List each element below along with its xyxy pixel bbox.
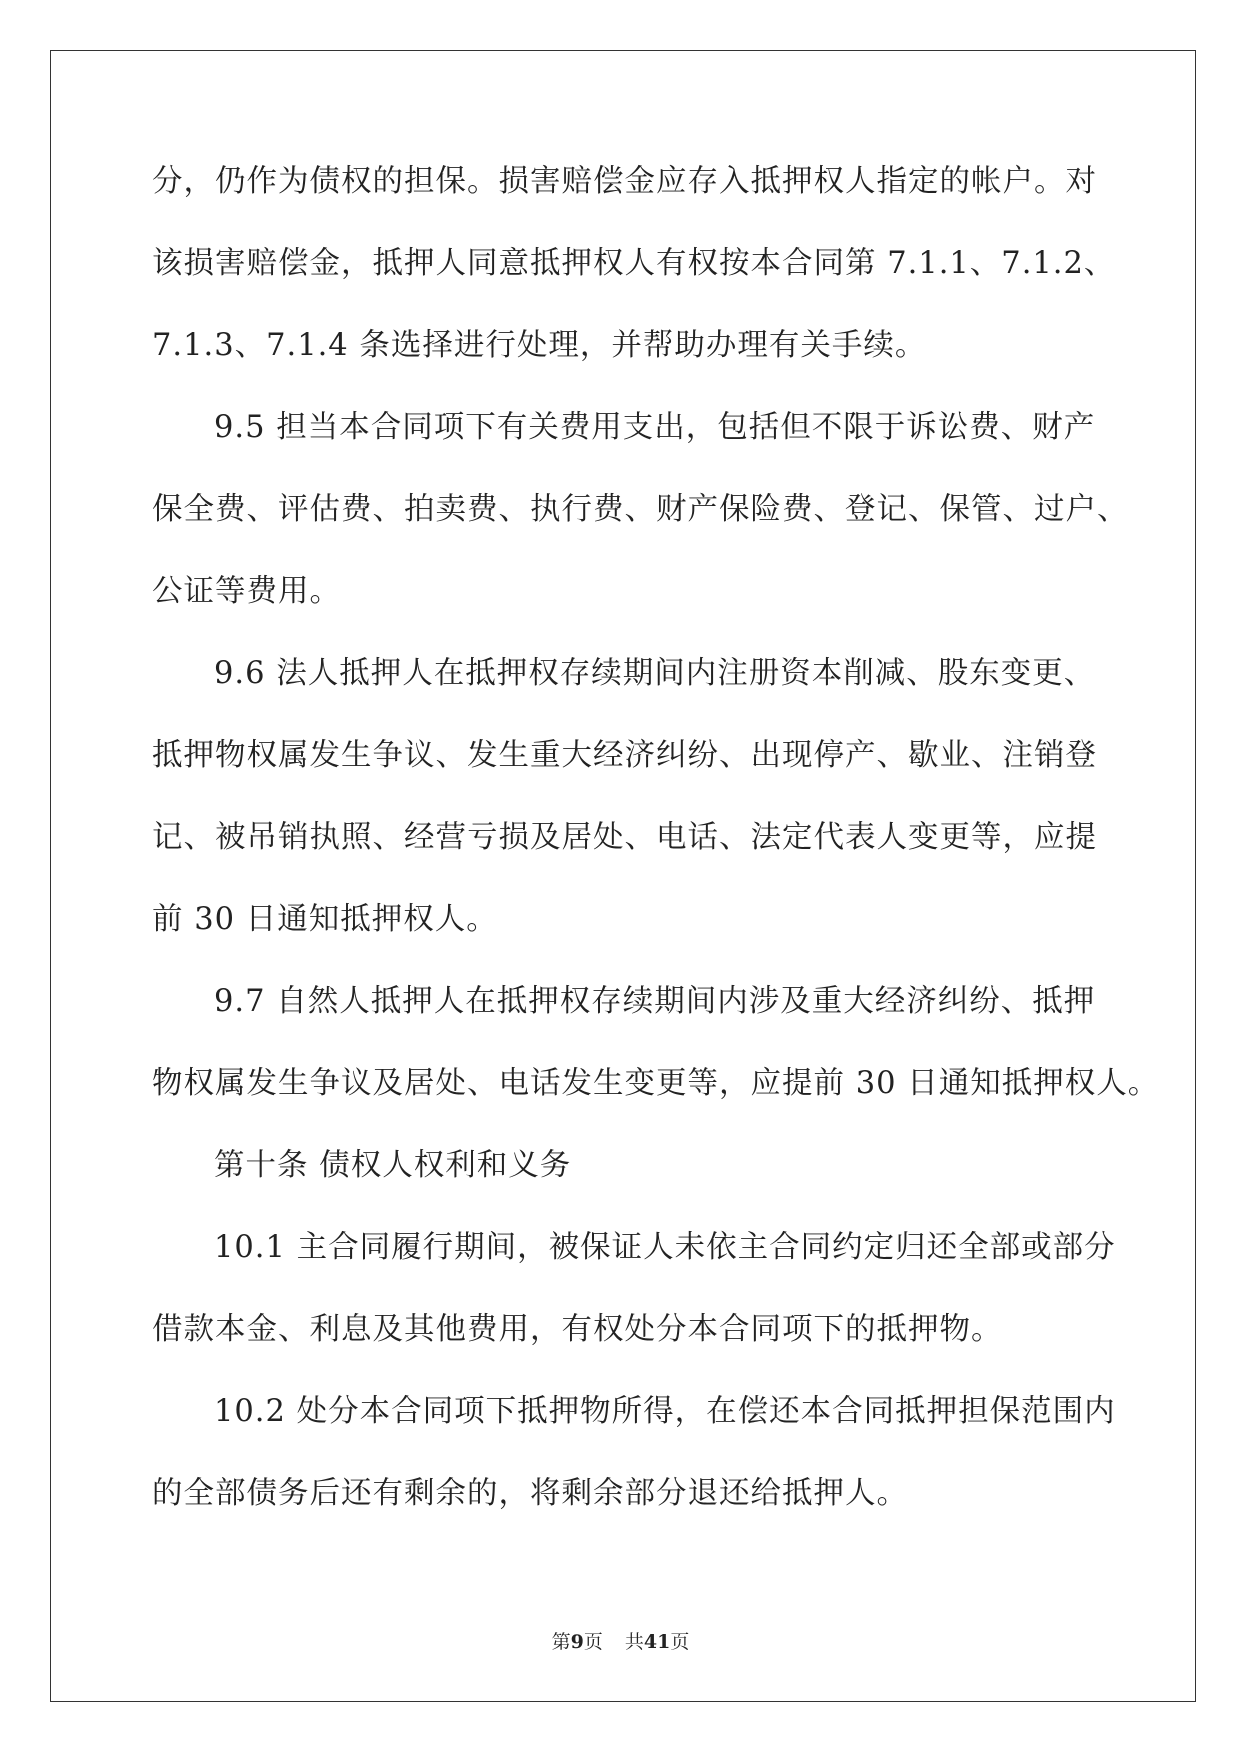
total-pages: 41 (643, 1631, 671, 1653)
clause-9-5-start: 9.5 担当本合同项下有关费用支出，包括但不限于诉讼费、财产 (214, 410, 1096, 445)
total-suffix: 页 (670, 1631, 690, 1653)
text-line: 物权属发生争议及居处、电话发生变更等，应提前 30 日通知抵押权人。 (152, 1066, 1160, 1101)
document-body (152, 162, 1160, 1556)
text-line: 该损害赔偿金，抵押人同意抵押权人有权按本合同第 7.1.1、7.1.2、 (152, 246, 1116, 281)
text-line: 公证等费用。 (152, 574, 341, 609)
total-prefix: 共 (624, 1631, 644, 1653)
footer-prefix: 第 (551, 1631, 571, 1653)
text-line: 保全费、评估费、拍卖费、执行费、财产保险费、登记、保管、过户、 (152, 492, 1129, 527)
clause-9-6-start: 9.6 法人抵押人在抵押权存续期间内注册资本削减、股东变更、 (214, 656, 1096, 691)
page-suffix: 页 (583, 1631, 603, 1653)
clause-10-1-start: 10.1 主合同履行期间，被保证人未依主合同约定归还全部或部分 (214, 1230, 1116, 1265)
text-line: 抵押物权属发生争议、发生重大经济纠纷、出现停产、歇业、注销登 (152, 738, 1097, 773)
text-line: 记、被吊销执照、经营亏损及居处、电话、法定代表人变更等，应提 (152, 820, 1097, 855)
text-line: 7.1.3、7.1.4 条选择进行处理，并帮助办理有关手续。 (152, 328, 927, 363)
text-line: 借款本金、利息及其他费用，有权处分本合同项下的抵押物。 (152, 1312, 1003, 1347)
text-line: 的全部债务后还有剩余的，将剩余部分退还给抵押人。 (152, 1476, 908, 1511)
text-line: 前 30 日通知抵押权人。 (152, 902, 498, 937)
page-number: 9 (570, 1631, 584, 1653)
page-footer (0, 1630, 1241, 1654)
article-10-heading: 第十条 债权人权利和义务 (214, 1148, 572, 1183)
text-line: 分，仍作为债权的担保。损害赔偿金应存入抵押权人指定的帐户。对 (152, 164, 1097, 199)
clause-9-7-start: 9.7 自然人抵押人在抵押权存续期间内涉及重大经济纠纷、抵押 (214, 984, 1096, 1019)
clause-10-2-start: 10.2 处分本合同项下抵押物所得，在偿还本合同抵押担保范围内 (214, 1394, 1116, 1429)
